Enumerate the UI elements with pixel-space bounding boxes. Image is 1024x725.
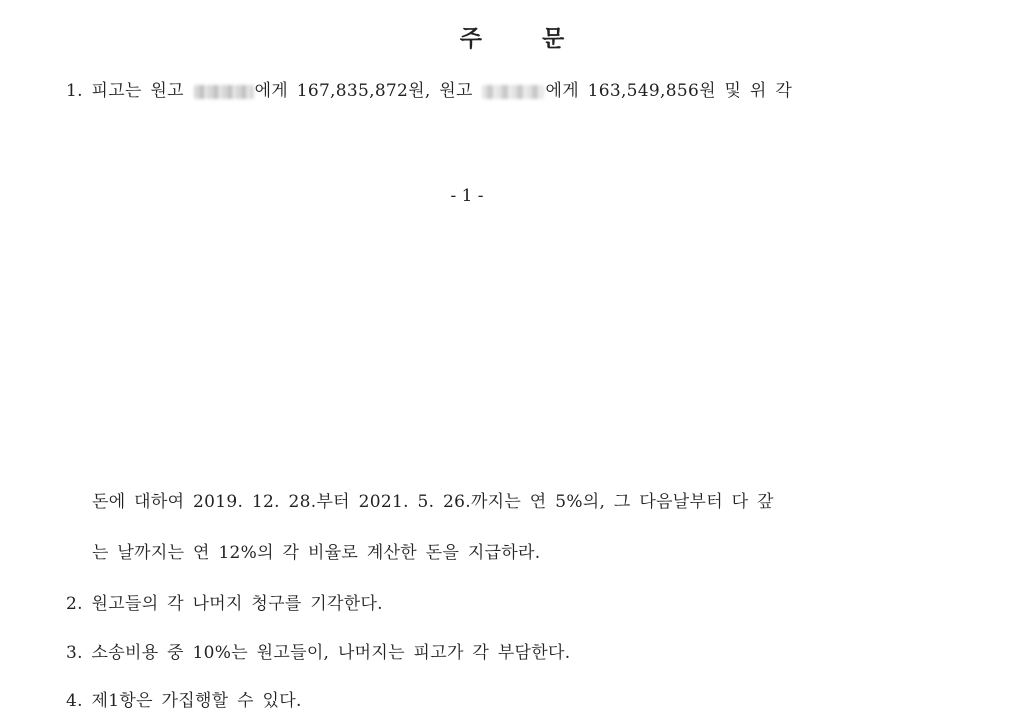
page-number: - 1 - [450, 186, 484, 206]
document-heading [0, 20, 1024, 53]
item-2: 2. 원고들의 각 나머지 청구를 기각한다. [66, 594, 383, 614]
redacted-plaintiff-name-1 [194, 85, 254, 99]
heading-char-2: 문 [542, 26, 565, 52]
item-3: 3. 소송비용 중 10%는 원고들이, 나머지는 피고가 각 부담한다. [66, 643, 571, 663]
item-1-amount-1: 에게 167,835,872원, 원고 [254, 81, 473, 101]
item-1-line-3: 는 날까지는 연 12%의 각 비율로 계산한 돈을 지급하라. [92, 543, 541, 563]
item-1-line-2: 돈에 대하여 2019. 12. 28.부터 2021. 5. 26.까지는 연 5%의, 그 다음날부터 다 갚 [92, 492, 774, 512]
item-1-amount-2: 에게 163,549,856원 및 위 각 [545, 81, 793, 101]
heading-char-1: 주 [459, 26, 482, 52]
item-1-prefix: 1. 피고는 원고 [66, 81, 184, 101]
item-1-line-1 [66, 76, 792, 101]
item-4: 4. 제1항은 가집행할 수 있다. [66, 691, 302, 711]
redacted-plaintiff-name-2 [482, 85, 544, 99]
